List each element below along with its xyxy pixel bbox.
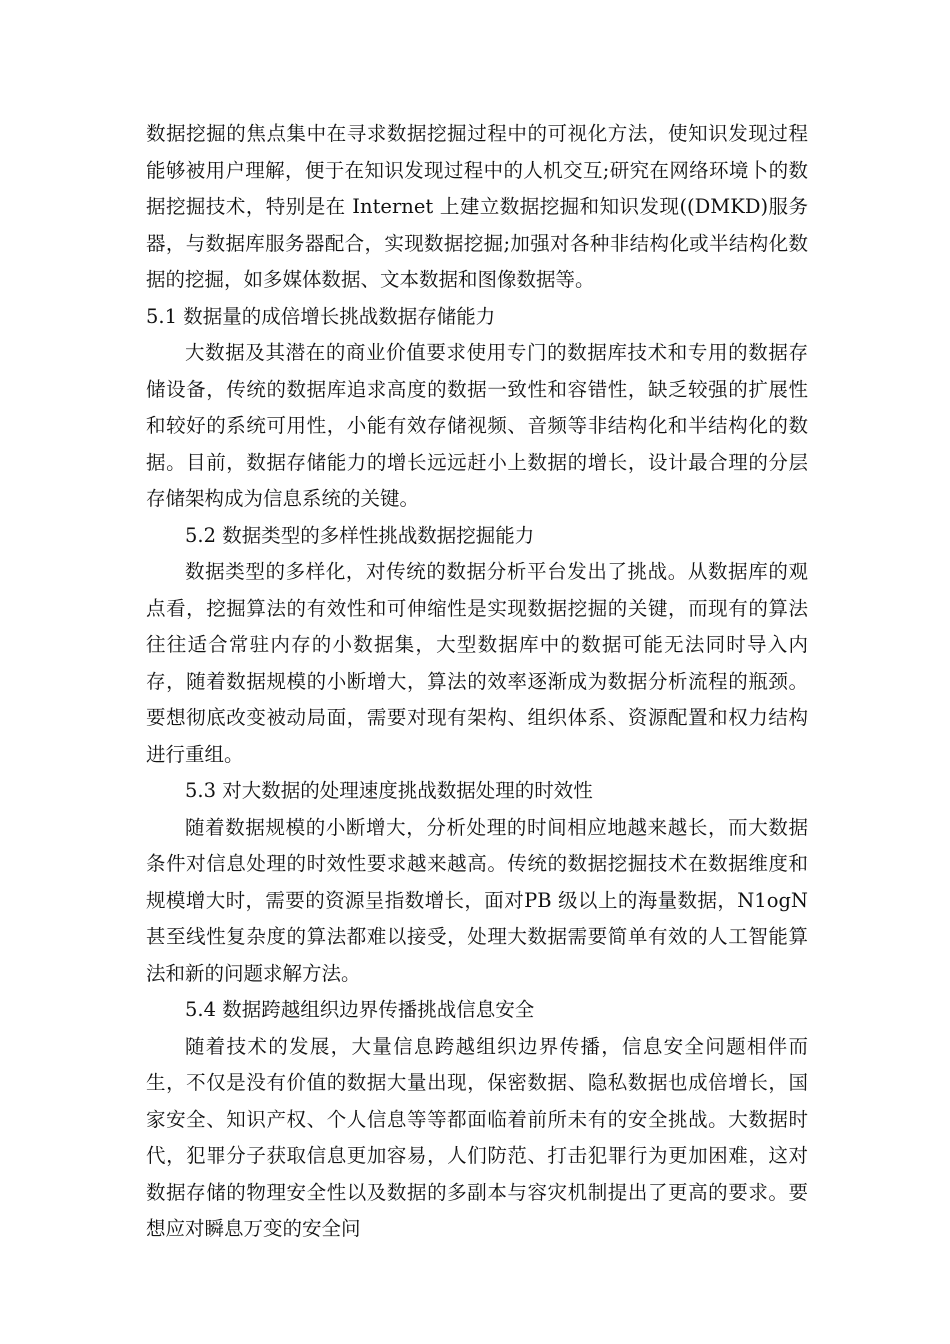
section-heading-5-1: 5.1 数据量的成倍增长挑战数据存储能力 (146, 304, 496, 328)
paragraph-processing-speed: 随着数据规模的小断增大，分析处理的时间相应地越来越长，而大数据条件对信息处理的时效性要求越来越高。传统的数据挖掘技术在数据维度和规模增大时，需要的资源呈指数增长，面对PB 级以上的海量数据，N1ogN 甚至线性复杂度的算法都难以接受，处理大数据需要简单有效的人工智能算法和新的问题求解方法。 (146, 815, 808, 985)
section-heading-5-2: 5.2 数据类型的多样性挑战数据挖掘能力 (185, 523, 535, 547)
section-heading-5-4: 5.4 数据跨越组织边界传播挑战信息安全 (185, 998, 535, 1021)
section-heading-5-3: 5.3 对大数据的处理速度挑战数据处理的时效性 (185, 779, 593, 802)
paragraph-data-mining-focus: 数据挖掘的焦点集中在寻求数据挖掘过程中的可视化方法，使知识发现过程能够被用户理解，便于在知识发现过程中的人机交互;研究在网络环境卜的数据挖掘技术，特别是在 Internet 上建立数据挖掘和知识发现((DMKD)服务器，与数据库服务器配合，实现数据挖掘;加强对各种非结构化或半结构化数据的挖掘，如多媒体数据、文本数据和图像数据等。 (146, 122, 808, 291)
paragraph-information-security: 随着技术的发展，大量信息跨越组织边界传播，信息安全问题相伴而生，不仅是没有价值的数据大量出现，保密数据、隐私数据也成倍增长，国家安全、知识产权、个人信息等等都面临着前所未有的安全挑战。大数据时代，犯罪分子获取信息更加容易，人们防范、打击犯罪行为更加困难，这对数据存储的物理安全性以及数据的多副本与容灾机制提出了更高的要求。要想应对瞬息万变的安全问 (146, 1034, 808, 1240)
paragraph-storage-capacity: 大数据及其潜在的商业价值要求使用专门的数据库技术和专用的数据存储设备，传统的数据库追求高度的数据一致性和容错性，缺乏较强的扩展性和较好的系统可用性，小能有效存储视频、音频等非结构化和半结构化的数据。目前，数据存储能力的增长远远赶小上数据的增长，设计最合理的分层存储架构成为信息系统的关键。 (146, 341, 808, 510)
paragraph-data-variety: 数据类型的多样化，对传统的数据分析平台发出了挑战。从数据库的观点看，挖掘算法的有效性和可伸缩性是实现数据挖掘的关键，而现有的算法往往适合常驻内存的小数据集，大型数据库中的数据可能无法同时导入内存，随着数据规模的小断增大，算法的效率逐渐成为数据分析流程的瓶颈。要想彻底改变被动局面，需要对现有架构、组织体系、资源配置和权力结构进行重组。 (146, 560, 808, 766)
document-body (146, 116, 808, 1248)
